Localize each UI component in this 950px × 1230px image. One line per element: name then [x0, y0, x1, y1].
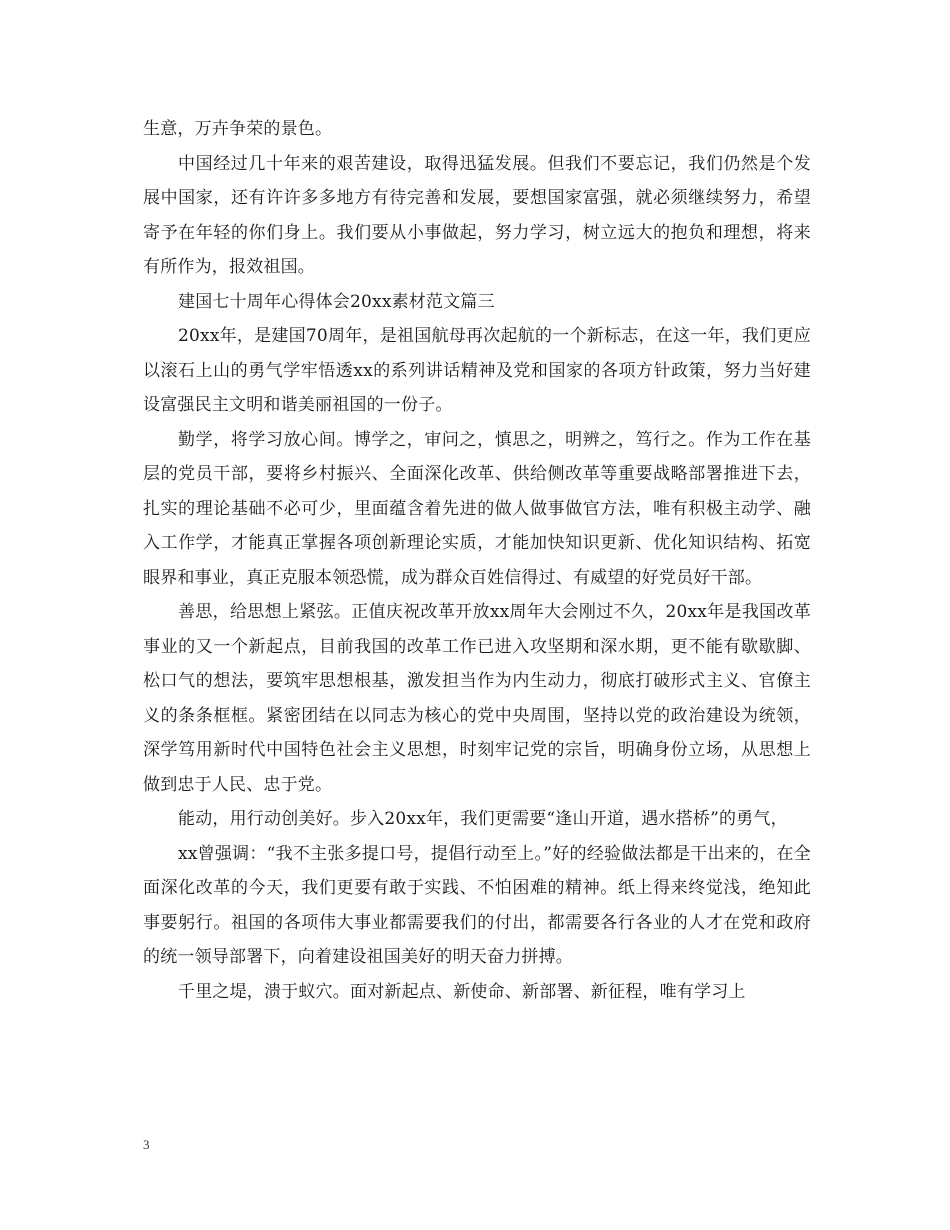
- paragraph-2: 中国经过几十年来的艰苦建设，取得迅猛发展。但我们不要忘记，我们仍然是个发展中国家，还有许许多多地方有待完善和发展，要想国家富强，就必须继续努力，希望寄予在年轻的你们身上。我们要从小事做起，努力学习，树立远大的抱负和理想，将来有所作为，报效祖国。: [143, 153, 811, 277]
- paragraph-5: 善思，给思想上紧弦。正值庆祝改革开放xx周年大会刚过不久，20xx年是我国改革事业的又一个新起点，目前我国的改革工作已进入攻坚期和深水期，更不能有歇歇脚、松口气的想法，要筑牢思想根基，激发担当作为内生动力，彻底打破形式主义、官僚主义的条条框框。紧密团结在以同志为核心的党中央周围，坚持以党的政治建设为统领，深学笃用新时代中国特色社会主义思想，时刻牢记党的宗旨，明确身份立场，从思想上做到忠于人民、忠于党。: [143, 602, 811, 795]
- document-body: [143, 112, 811, 1009]
- page-number: 3: [143, 1137, 150, 1152]
- paragraph-8: 千里之堤，溃于蚁穴。面对新起点、新使命、新部署、新征程，唯有学习上: [178, 981, 746, 1002]
- section-heading: 建国七十周年心得体会20xx素材范文篇三: [178, 291, 495, 312]
- paragraph-1: 生意，万卉争荣的景色。: [143, 119, 333, 139]
- paragraph-6: 能动，用行动创美好。步入20xx年，我们更需要“逢山开道，遇水搭桥”的勇气，: [178, 809, 788, 829]
- paragraph-7: xx曾强调：“我不主张多提口号，提倡行动至上。”好的经验做法都是干出来的，在全面深化改革的今天，我们更要有敢于实践、不怕困难的精神。纸上得来终觉浅，绝知此事要躬行。祖国的各项伟大事业都需要我们的付出，都需要各行各业的人才在党和政府的统一领导部署下，向着建设祖国美好的明天奋力拼搏。: [143, 843, 811, 967]
- paragraph-4: 勤学，将学习放心间。博学之，审问之，慎思之，明辨之，笃行之。作为工作在基层的党员干部，要将乡村振兴、全面深化改革、供给侧改革等重要战略部署推进下去，扎实的理论基础不必可少，里面蕴含着先进的做人做事做官方法，唯有积极主动学、融入工作学，才能真正掌握各项创新理论实质，才能加快知识更新、优化知识结构、拓宽眼界和事业，真正克服本领恐慌，成为群众百姓信得过、有威望的好党员好干部。: [143, 429, 811, 588]
- paragraph-3: 20xx年，是建国70周年，是祖国航母再次起航的一个新标志，在这一年，我们更应以滚石上山的勇气学牢悟透xx的系列讲话精神及党和国家的各项方针政策，努力当好建设富强民主文明和谐美丽祖国的一份子。: [143, 326, 811, 415]
